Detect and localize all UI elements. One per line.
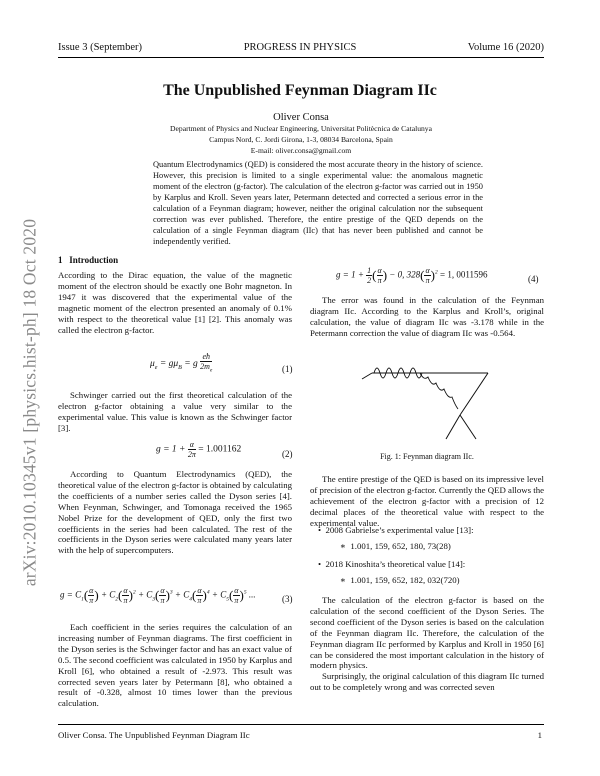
fermion-line-right-upper	[460, 373, 488, 415]
fermion-line-left	[362, 373, 372, 379]
figure-caption: Fig. 1: Feynman diagram IIc.	[380, 452, 474, 461]
author-name: Oliver Consa	[273, 112, 329, 123]
bullet-subitem-2: ∗ 1.001, 159, 652, 182, 032(720)	[340, 575, 460, 585]
abstract: Quantum Electrodynamics (QED) is considered the most accurate theory in the history of science. However, this precision is limited to a single experimental value: the anomalous magnetic moment of the electron (g-factor). The calculation of the electron g-factor was carried out in 1950 by Karplus and Kroll. Seven years later, Petermann detected and corrected a serious error in the calculation of a Feynman diagram; however, neither the original calculation nor the subsequent correction was ever published. Therefore, the entire prestige of the QED depends on the calculation of a single Feynman diagram (IIc) that has never been published and cannot be independently verified.	[153, 160, 483, 246]
equation-2-number: (2)	[282, 449, 293, 459]
page-number: 1	[537, 730, 542, 740]
equation-2: g = 1 + $\frac{\alpha}{2\pi}$ = 1.001162	[156, 440, 242, 459]
equation-4-number: (4)	[528, 274, 539, 284]
fermion-line-out	[460, 415, 476, 439]
fermion-line-right-lower	[446, 415, 460, 439]
header-volume: Volume 16 (2020)	[467, 42, 544, 53]
bullet-item-2: • 2018 Kinoshita’s theoretical value [14]:	[318, 559, 466, 569]
equation-4: g = 1 + $\frac{1}{2}$ ( $\frac{\alpha}{\pi}$ ) − 0, 328( $\frac{\alpha}{\pi}$ )$^2$ = 1, 0011596	[336, 266, 488, 285]
left-para-2: Schwinger carried out the first theoretical calculation of the electron g-factor obtaining a value very similar to the experimental value. This value is known as the Schwinger factor [3].	[58, 390, 292, 433]
header-rule	[58, 57, 544, 58]
header-issue: Issue 3 (September)	[58, 42, 142, 53]
section-heading	[58, 255, 118, 265]
section-number: 1	[58, 255, 63, 265]
affiliation-line-2: Campus Nord, C. Jordi Girona, 1-3, 08034 Barcelona, Spain	[209, 135, 393, 144]
equation-1: $\mu_e = g\mu_B = g$ $\frac{eħ}{2m_e}$	[150, 352, 213, 374]
right-para-3: The calculation of the electron g-factor is based on the calculation of the second coefficient of the Dyson Series. The second coefficient of the Dyson series is based on the calculation of the Feynman diagram IIc. Therefore, the calculation of the Feynman diagram IIc performed by Karplus and Kroll in 1950 [6] can be considered the most important calculation in the history of modern physics. Surprisingly, the original calculation of this diagram IIc turned out to be completely wrong and was corrected seven	[310, 595, 544, 693]
left-para-3: According to Quantum Electrodynamics (QED), the theoretical value of the electron g-factor is obtained by calculating the coefficients of a number series called the Dyson series [4]. When Feynman, Schwinger, and Tomonaga received the 1965 Nobel Prize for the development of QED, only the first two coefficients in the series had been calculated. The rest of the coefficients in the Dyson series were calculated many years later with the help of supercomputers.	[58, 469, 292, 556]
bullet-item-1: • 2008 Gabrielse’s experimental value [13]:	[318, 525, 474, 535]
arxiv-stamp: arXiv:2010.10345v1 [physics.hist-ph] 18 Oct 2020	[19, 218, 40, 587]
equation-2-value: = 1.001162	[198, 444, 242, 455]
equation-3: $g = C_1$( $\frac{\alpha}{\pi}$ ) + $C_2$( $\frac{\alpha}{\pi}$ )$^2 + C_3$( $\frac{\alpha}{\pi}$ )$^3 + C_4$( $\frac{\alpha}{\pi}$ )$^4 + C_5$( $\frac{\alpha}{\pi}$ )$^5$ ...	[60, 586, 256, 605]
footer-citation: Oliver Consa. The Unpublished Feynman Diagram IIc	[58, 730, 250, 740]
left-para-1: According to the Dirac equation, the value of the magnetic moment of the electron should be exactly one Bohr magneton. In 1947 it was discovered that the experimental value of the magnetic moment of the electron presented an anomaly of 0.1% with respect to the theoretical value [1] [2]. This anomaly was called the electron g-factor.	[58, 270, 292, 335]
bullet-subitem-1: ∗ 1.001, 159, 652, 180, 73(28)	[340, 541, 451, 551]
equation-1-number: (1)	[282, 364, 293, 374]
equation-4-value: = 1, 0011596	[440, 269, 488, 280]
equation-3-number: (3)	[282, 594, 293, 604]
footer-rule	[58, 724, 544, 725]
right-para-1: The error was found in the calculation of the Feynman diagram IIc. According to the Karplus and Kroll’s, original calculation, the value of diagram IIc was -3.178 while in the Petermann correction the value of diagram IIc was -0.564.	[310, 295, 544, 338]
feynman-diagram-figure	[360, 345, 496, 445]
affiliation-line-1: Department of Physics and Nuclear Engineering, Universitat Politècnica de Catalunya	[170, 124, 432, 133]
right-para-2: The entire prestige of the QED is based on its impressive level of precision of the electron g-factor. Currently the QED allows the achievement of the electron g-factor with a precision of 12 decimal places of the theoretical value with respect to the experimental value.	[310, 474, 544, 528]
paper-title: The Unpublished Feynman Diagram IIc	[163, 82, 437, 99]
photon-wavy-diagonal	[420, 373, 458, 409]
header-journal: PROGRESS IN PHYSICS	[243, 42, 357, 53]
left-para-4: Each coefficient in the series requires the calculation of an increasing number of Feynman diagrams. The first coefficient in the Dyson series is the Schwinger factor and has an exact value of 0.5. The second coefficient was calculated in 1950 by Karplus and Kroll [6], who obtained a result of -2.973. This result was corrected seven years later by Petermann [8], who obtained a result of -0.328, almost 10 times lower than the previous calculation.	[58, 622, 292, 709]
section-title: Introduction	[69, 255, 119, 265]
affiliation-email: E-mail: oliver.consa@gmail.com	[250, 146, 352, 155]
